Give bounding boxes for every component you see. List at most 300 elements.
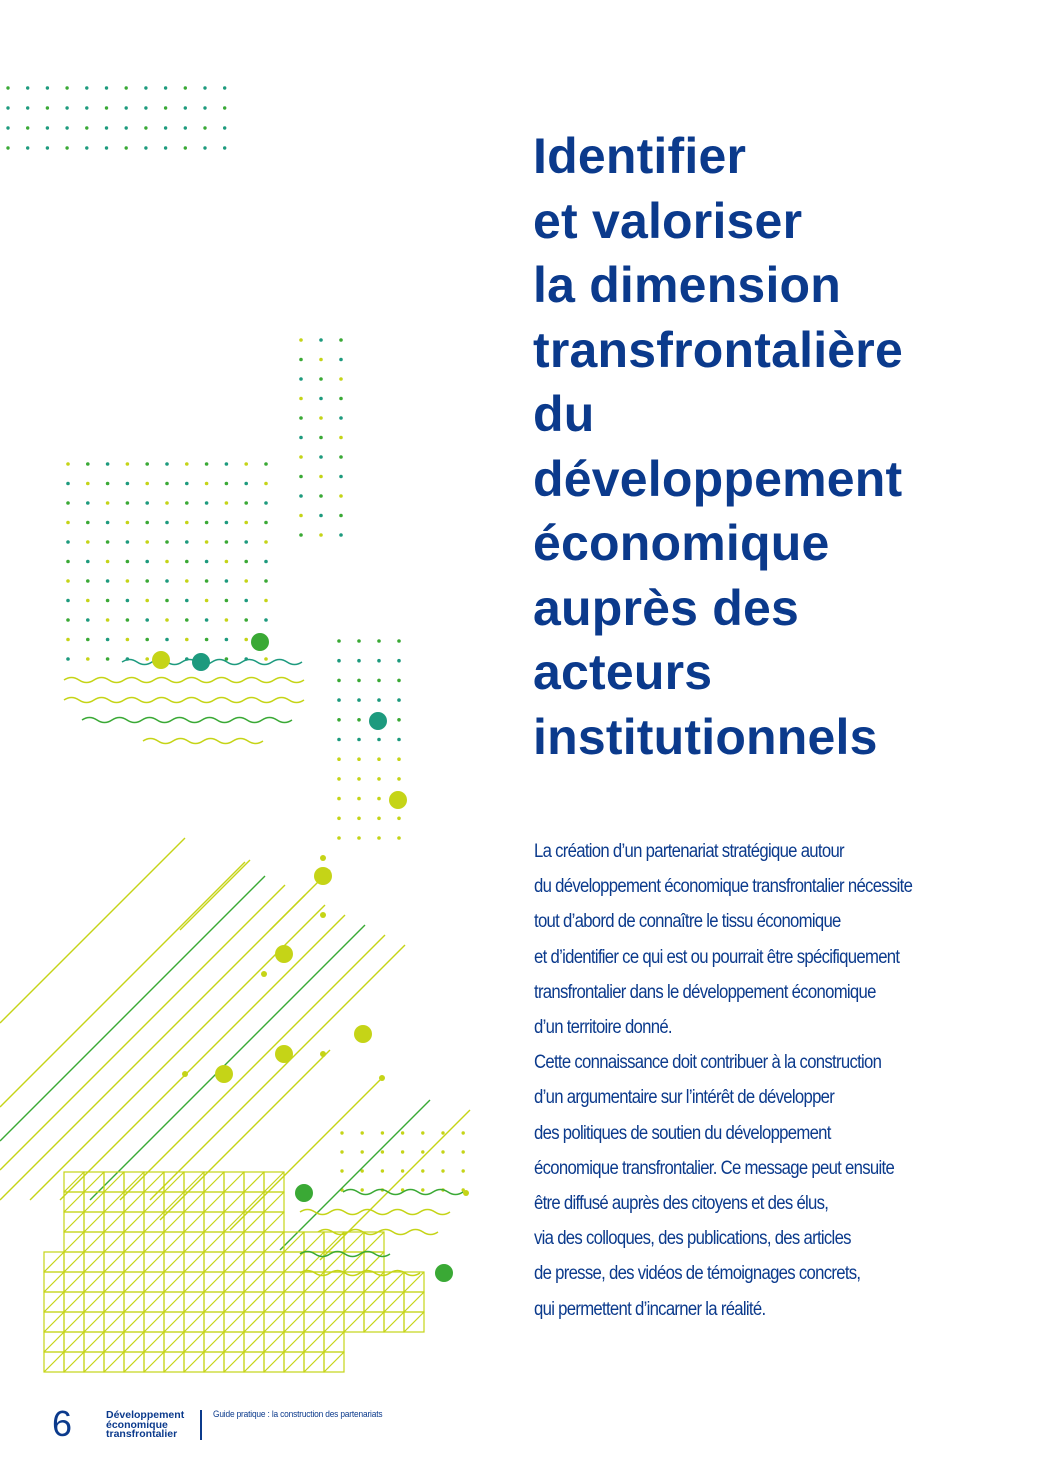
dot	[340, 1131, 343, 1134]
accent-circle	[389, 791, 407, 809]
dot	[145, 482, 149, 486]
dot	[205, 599, 209, 603]
grid-diagonal	[84, 1232, 104, 1252]
grid-diagonal	[344, 1292, 364, 1312]
page-footer	[0, 1396, 1040, 1456]
dot	[165, 560, 169, 564]
dot	[441, 1169, 444, 1172]
dot	[145, 599, 149, 603]
grid-diagonal	[364, 1292, 384, 1312]
grid-diagonal	[284, 1332, 304, 1352]
dot	[126, 579, 130, 583]
dot	[223, 126, 226, 129]
dot	[337, 836, 341, 840]
diagonal-line	[0, 895, 305, 1200]
dot	[244, 560, 248, 564]
grid-diagonal	[164, 1232, 184, 1252]
dot	[340, 1169, 343, 1172]
dot	[46, 106, 49, 109]
grid-diagonal	[304, 1332, 324, 1352]
grid-diagonal	[164, 1212, 184, 1232]
dot	[244, 618, 248, 622]
grid-diagonal	[224, 1352, 244, 1372]
dot	[357, 817, 361, 821]
grid-diagonal	[224, 1232, 244, 1252]
dot	[106, 599, 110, 603]
accent-circle	[369, 712, 387, 730]
dot	[6, 106, 9, 109]
grid-diagonal	[164, 1252, 184, 1272]
dot	[106, 521, 110, 525]
dot	[244, 540, 248, 544]
dot	[106, 638, 110, 642]
dot	[165, 618, 169, 622]
dot	[397, 639, 401, 643]
small-dot	[379, 1075, 385, 1081]
dot	[319, 338, 323, 342]
dot	[6, 146, 9, 149]
grid-diagonal	[104, 1272, 124, 1292]
title-line: économique	[533, 515, 830, 571]
dot	[337, 797, 341, 801]
grid-diagonal	[204, 1352, 224, 1372]
dot	[65, 146, 68, 149]
grid-diagonal	[224, 1332, 244, 1352]
dot	[185, 618, 189, 622]
dot	[225, 579, 229, 583]
grid-diagonal	[164, 1312, 184, 1332]
grid-diagonal	[124, 1272, 144, 1292]
grid-diagonal	[404, 1292, 424, 1312]
dot	[66, 482, 70, 486]
grid-diagonal	[204, 1272, 224, 1292]
dot	[319, 436, 323, 440]
dot	[381, 1131, 384, 1134]
dot	[145, 521, 149, 525]
dot	[106, 579, 110, 583]
dot	[126, 599, 130, 603]
dot	[86, 560, 90, 564]
grid-diagonal	[224, 1212, 244, 1232]
grid-diagonal	[104, 1332, 124, 1352]
grid-diagonal	[184, 1292, 204, 1312]
dot	[185, 560, 189, 564]
grid-diagonal	[224, 1292, 244, 1312]
grid-diagonal	[204, 1252, 224, 1272]
dot	[244, 462, 248, 466]
grid-diagonal	[204, 1212, 224, 1232]
dot	[299, 475, 303, 479]
grid-diagonal	[64, 1232, 84, 1252]
grid-diagonal	[264, 1272, 284, 1292]
title-line: transfrontalière	[533, 321, 903, 378]
title-line: auprès des	[533, 579, 800, 636]
wave-line	[64, 698, 304, 703]
dot	[165, 482, 169, 486]
dot	[145, 579, 149, 583]
dot	[377, 738, 381, 742]
grid-diagonal	[104, 1352, 124, 1372]
dot	[299, 358, 303, 362]
dot	[144, 146, 147, 149]
footer-divider	[200, 1410, 202, 1440]
dot	[203, 146, 206, 149]
dot	[339, 358, 343, 362]
grid-diagonal	[224, 1192, 244, 1212]
grid-diagonal	[84, 1252, 104, 1272]
dot	[421, 1131, 424, 1134]
dot	[86, 482, 90, 486]
grid-diagonal	[264, 1192, 284, 1212]
dot	[144, 86, 147, 89]
dot	[357, 718, 361, 722]
grid-diagonal	[244, 1312, 264, 1332]
dot	[205, 579, 209, 583]
dot	[361, 1131, 364, 1134]
dot	[125, 86, 128, 89]
grid-diagonal	[264, 1172, 284, 1192]
dot	[337, 679, 341, 683]
grid-diagonal	[304, 1292, 324, 1312]
grid-diagonal	[244, 1292, 264, 1312]
dot	[357, 659, 361, 663]
dot	[26, 86, 29, 89]
dot	[165, 501, 169, 505]
dot	[337, 738, 341, 742]
grid-diagonal	[84, 1212, 104, 1232]
dot	[86, 657, 90, 661]
dot	[46, 126, 49, 129]
dot	[184, 86, 187, 89]
dot	[86, 462, 90, 466]
dot	[339, 494, 343, 498]
grid-diagonal	[284, 1352, 304, 1372]
grid-diagonal	[284, 1252, 304, 1272]
dot	[377, 698, 381, 702]
dot	[357, 777, 361, 781]
grid-diagonal	[64, 1272, 84, 1292]
guide-subtitle: Guide pratique : la construction des partenariats	[213, 1409, 383, 1420]
dot	[421, 1150, 424, 1153]
title-line: du	[533, 386, 595, 442]
accent-circle	[314, 867, 332, 885]
dot	[421, 1169, 424, 1172]
dot	[264, 560, 268, 564]
dot	[244, 482, 248, 486]
dot	[203, 106, 206, 109]
diagonal-line	[180, 860, 250, 930]
grid-diagonal	[364, 1232, 384, 1252]
dot	[319, 494, 323, 498]
grid-diagonal	[264, 1332, 284, 1352]
grid-diagonal	[384, 1292, 404, 1312]
wave-line	[143, 739, 263, 744]
dot	[357, 757, 361, 761]
title-line: Identifier	[533, 128, 747, 184]
grid-diagonal	[144, 1272, 164, 1292]
dot	[125, 126, 128, 129]
dot	[164, 86, 167, 89]
dot	[164, 146, 167, 149]
dot	[106, 657, 110, 661]
grid-diagonal	[44, 1332, 64, 1352]
dot	[319, 455, 323, 459]
dot	[86, 638, 90, 642]
dot	[441, 1131, 444, 1134]
grid-diagonal	[224, 1272, 244, 1292]
dot	[205, 560, 209, 564]
dot	[85, 106, 88, 109]
accent-circle	[152, 651, 170, 669]
grid-diagonal	[124, 1172, 144, 1192]
brand-line: Développement	[106, 1409, 185, 1421]
dot	[397, 836, 401, 840]
dot	[264, 462, 268, 466]
dot	[377, 757, 381, 761]
grid-diagonal	[244, 1352, 264, 1372]
title-line: acteurs	[533, 644, 713, 700]
dot	[264, 482, 268, 486]
dot	[106, 540, 110, 544]
grid-diagonal	[124, 1232, 144, 1252]
accent-circle	[275, 945, 293, 963]
grid-diagonal	[264, 1292, 284, 1312]
dot	[185, 482, 189, 486]
dot	[86, 540, 90, 544]
dot	[421, 1188, 424, 1191]
dot	[244, 638, 248, 642]
circle-accents	[152, 633, 469, 1282]
dot	[185, 521, 189, 525]
accent-circle	[192, 653, 210, 671]
grid-diagonal	[104, 1212, 124, 1232]
grid-diagonal	[124, 1192, 144, 1212]
dot	[441, 1150, 444, 1153]
grid-diagonal	[164, 1332, 184, 1352]
dot	[46, 146, 49, 149]
dot	[205, 540, 209, 544]
dot	[106, 501, 110, 505]
grid-diagonal	[264, 1252, 284, 1272]
grid-diagonal	[344, 1232, 364, 1252]
grid-diagonal	[184, 1212, 204, 1232]
dot	[66, 638, 70, 642]
grid-diagonal	[344, 1312, 364, 1332]
dot	[264, 657, 268, 661]
dot	[381, 1169, 384, 1172]
dot	[105, 146, 108, 149]
dot	[225, 618, 229, 622]
dot	[299, 494, 303, 498]
dot	[106, 482, 110, 486]
dot	[225, 482, 229, 486]
dot	[339, 514, 343, 518]
dot	[401, 1131, 404, 1134]
grid-diagonal	[184, 1272, 204, 1292]
dot	[319, 397, 323, 401]
grid-diagonal	[104, 1232, 124, 1252]
small-dot	[261, 971, 267, 977]
dot	[377, 679, 381, 683]
grid-diagonal	[304, 1252, 324, 1272]
title-line: institutionnels	[533, 708, 878, 765]
dot	[203, 126, 206, 129]
body-line: être diffusé auprès des citoyens et des élus,	[534, 1193, 829, 1215]
body-line: d’un argumentaire sur l’intérêt de développer	[534, 1087, 835, 1109]
dot	[223, 86, 226, 89]
dot	[357, 698, 361, 702]
dot	[205, 482, 209, 486]
grid-diagonal	[124, 1212, 144, 1232]
title-line: développement	[533, 450, 903, 507]
dot	[339, 338, 343, 342]
dot	[66, 501, 70, 505]
grid-diagonal	[124, 1332, 144, 1352]
grid-diagonal	[184, 1232, 204, 1252]
dot	[377, 659, 381, 663]
grid-diagonal	[264, 1312, 284, 1332]
grid-diagonal	[184, 1252, 204, 1272]
dot	[462, 1131, 465, 1134]
accent-circle	[251, 633, 269, 651]
dot	[339, 455, 343, 459]
brand-line: économique	[106, 1418, 168, 1431]
dot	[223, 146, 226, 149]
dot	[340, 1150, 343, 1153]
dot	[337, 817, 341, 821]
dot	[357, 679, 361, 683]
grid-diagonal	[264, 1352, 284, 1372]
dot	[339, 533, 343, 537]
grid-diagonal	[324, 1332, 344, 1352]
body-line: qui permettent d’incarner la réalité.	[534, 1298, 766, 1320]
dot	[65, 126, 68, 129]
diagonal-line	[280, 1100, 430, 1250]
body-line: via des colloques, des publications, des articles	[534, 1228, 851, 1250]
dot	[377, 817, 381, 821]
dot	[264, 521, 268, 525]
dot	[125, 106, 128, 109]
dot	[205, 638, 209, 642]
diagonal-line	[0, 862, 245, 1107]
dot	[6, 126, 9, 129]
body-line: La création d’un partenariat stratégique autour	[534, 841, 844, 862]
grid-diagonal	[44, 1272, 64, 1292]
dot	[145, 657, 149, 661]
dot	[377, 777, 381, 781]
dot	[65, 86, 68, 89]
dot	[337, 718, 341, 722]
dot	[244, 521, 248, 525]
dot	[397, 757, 401, 761]
body-line: du développement économique transfrontalier nécessite	[534, 876, 913, 898]
grid-diagonal	[364, 1312, 384, 1332]
dot	[337, 777, 341, 781]
dot	[205, 501, 209, 505]
brand-logo-text	[106, 1411, 184, 1440]
grid-diagonal	[144, 1352, 164, 1372]
dot	[165, 579, 169, 583]
body-line: économique transfrontalier. Ce message peut ensuite	[534, 1157, 895, 1179]
dot	[357, 738, 361, 742]
grid-diagonal	[164, 1292, 184, 1312]
grid-diagonal	[304, 1232, 324, 1252]
grid-diagonal	[64, 1212, 84, 1232]
dot	[66, 560, 70, 564]
dot	[86, 618, 90, 622]
page-number: 6	[52, 1403, 73, 1444]
grid-diagonal	[204, 1312, 224, 1332]
dot	[357, 797, 361, 801]
grid-diagonal	[204, 1292, 224, 1312]
dot	[225, 599, 229, 603]
dot	[381, 1150, 384, 1153]
dot	[144, 106, 147, 109]
dot	[299, 455, 303, 459]
dot	[225, 560, 229, 564]
dot	[185, 501, 189, 505]
wave-line	[64, 678, 304, 683]
grid-diagonal	[164, 1192, 184, 1212]
grid-diagonal	[244, 1232, 264, 1252]
dot	[225, 462, 229, 466]
dot	[357, 836, 361, 840]
dot	[106, 618, 110, 622]
dot	[319, 533, 323, 537]
diagonal-line	[0, 885, 285, 1170]
dot	[184, 146, 187, 149]
title-line: la dimension	[533, 257, 842, 313]
grid-diagonal	[384, 1312, 404, 1332]
grid-diagonal	[244, 1172, 264, 1192]
grid-diagonal	[304, 1312, 324, 1332]
dot	[377, 797, 381, 801]
dot	[339, 397, 343, 401]
grid-diagonal	[204, 1232, 224, 1252]
dot	[462, 1150, 465, 1153]
grid-diagonal	[324, 1292, 344, 1312]
dot	[6, 86, 9, 89]
accent-circle	[354, 1025, 372, 1043]
dot	[66, 657, 70, 661]
wave-line	[82, 718, 292, 723]
accent-circle	[275, 1045, 293, 1063]
dot	[85, 86, 88, 89]
dot	[244, 579, 248, 583]
diagonal-line	[0, 876, 265, 1141]
grid-diagonal	[64, 1252, 84, 1272]
grid-diagonal	[124, 1352, 144, 1372]
grid-diagonal	[44, 1252, 64, 1272]
grid-diagonal	[244, 1192, 264, 1212]
dot	[319, 416, 323, 420]
dot	[126, 618, 130, 622]
dot	[164, 106, 167, 109]
dot	[86, 579, 90, 583]
grid-diagonal	[324, 1352, 344, 1372]
dot	[46, 86, 49, 89]
dot	[185, 540, 189, 544]
dot	[164, 126, 167, 129]
dot	[357, 639, 361, 643]
grid-diagonal	[144, 1192, 164, 1212]
body-line: des politiques de soutien du développement	[534, 1122, 831, 1144]
dot	[165, 638, 169, 642]
dot	[105, 126, 108, 129]
page-title	[533, 124, 1003, 769]
dot	[105, 86, 108, 89]
dot	[145, 618, 149, 622]
